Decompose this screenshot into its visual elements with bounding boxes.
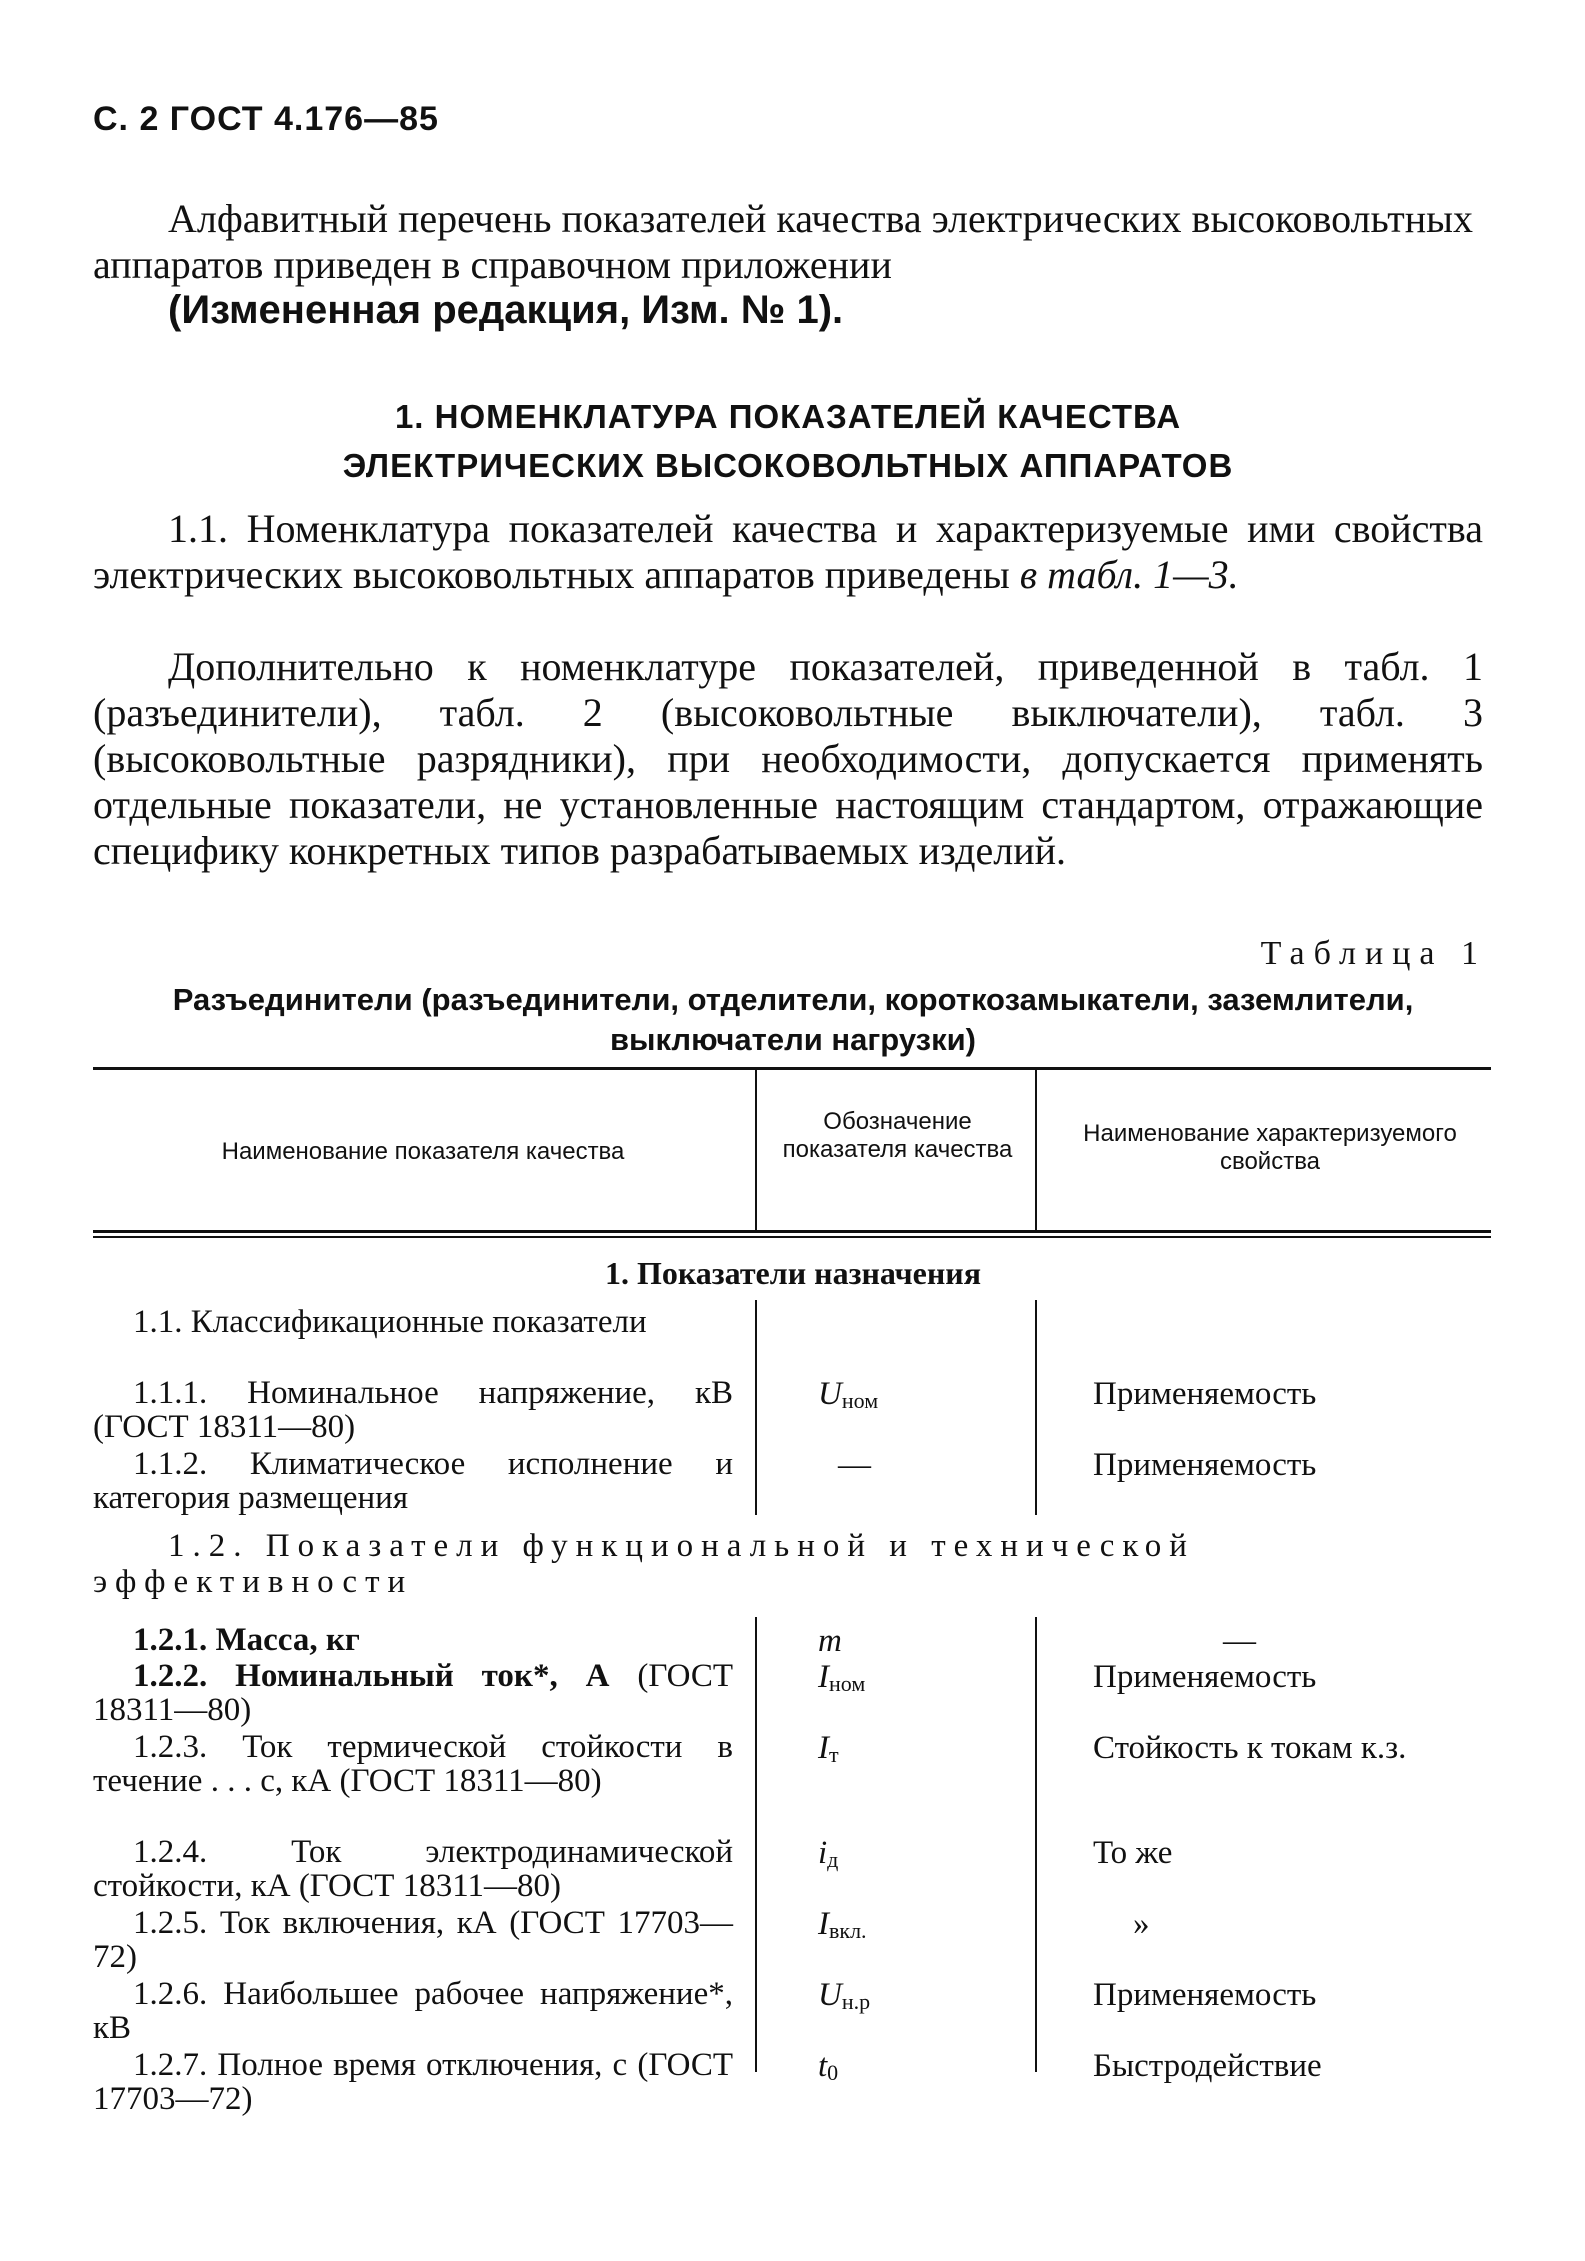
row-1-2-5-property: »	[1133, 1906, 1150, 1942]
row-1-1-name	[93, 1305, 733, 1339]
row-1-2-7-symbol	[758, 2048, 1088, 2086]
column-header-name: Наименование показателя качества	[221, 1138, 625, 1165]
row-1-2-5-symbol	[758, 1906, 1088, 1944]
column-header-symbol: Обозначение показателя качества	[782, 1108, 1013, 1163]
column-header-property: Наименование характеризуемого свойства	[1083, 1120, 1457, 1175]
section-title-line2: ЭЛЕКТРИЧЕСКИХ ВЫСОКОВОЛЬТНЫХ АППАРАТОВ	[342, 447, 1234, 484]
row-1-2-5-name: 1.2.5. Ток включения, кА (ГОСТ 17703—72)	[93, 1905, 733, 1975]
paragraph-1-1-text: 1.1. Номенклатура показателей качества и характеризуемые ими свойства электрических высоковольтных аппаратов приведены	[93, 506, 1483, 597]
row-1-2-2-symbol-main: I	[818, 1659, 829, 1695]
amendment-note: (Измененная редакция, Изм. № 1).	[168, 288, 844, 332]
row-1-1-2-name: 1.1.2. Климатическое исполнение и категория размещения	[93, 1446, 733, 1516]
row-1-1-2-symbol: —	[838, 1447, 871, 1483]
row-1-2-7-symbol-sub: 0	[827, 2060, 839, 2085]
row-1-2-1-name: 1.2.1. Масса, кг	[133, 1622, 360, 1658]
paragraph-1-1-ref: в табл. 1—3.	[1019, 552, 1239, 597]
row-1-1-1-property: Применяемость	[1093, 1376, 1317, 1412]
row-1-2-6-symbol-main: U	[818, 1977, 842, 2013]
row-1-2-7-symbol-main: t	[818, 2048, 828, 2084]
table-caption-line1: Разъединители (разъединители, отделители, короткозамыкатели, заземлители,	[172, 982, 1414, 1017]
row-1-2-3-property: Стойкость к токам к.з.	[1093, 1730, 1407, 1766]
row-1-2-5-symbol-main: I	[818, 1906, 829, 1942]
table-top-rule	[93, 1067, 1491, 1070]
section-title-line1: 1. НОМЕНКЛАТУРА ПОКАЗАТЕЛЕЙ КАЧЕСТВА	[394, 398, 1182, 435]
row-1-1-1-name: 1.1.1. Номинальное напряжение, кВ (ГОСТ 18311—80)	[93, 1375, 733, 1445]
header-divider-2	[1035, 1070, 1037, 1230]
intro-paragraph	[93, 196, 1473, 288]
body-divider-1b	[755, 1617, 757, 2072]
row-1-2-4-symbol	[758, 1835, 1088, 1873]
table-caption-line2: выключатели нагрузки)	[610, 1022, 976, 1057]
page-header: С. 2 ГОСТ 4.176—85	[93, 100, 439, 138]
row-1-2-2-symbol	[758, 1659, 1088, 1697]
row-1-2-1-symbol: m	[818, 1623, 842, 1659]
row-1-2-3-symbol-main: I	[818, 1730, 829, 1766]
row-1-2-7-name: 1.2.7. Полное время отключения, с (ГОСТ 17703—72)	[93, 2047, 733, 2117]
row-1-2-2-symbol-sub: ном	[829, 1671, 866, 1696]
row-1-2-3-symbol-sub: т	[829, 1742, 839, 1767]
paragraph-additional: Дополнительно к номенклатуре показателей, приведенной в табл. 1 (разъединители), табл. 2 (высоковольтные выключатели), табл. 3 (высоковольтные разрядники), при необходимости, допускается применять отдельные показатели, не установленные настоящим стандартом, отражающие специфику конкретных типов разрабатываемых изделий.	[93, 644, 1483, 873]
header-divider-1	[755, 1070, 757, 1230]
row-1-2-5-symbol-sub: вкл.	[829, 1918, 867, 1943]
row-1-2-7-property: Быстродействие	[1093, 2048, 1322, 2084]
table-number: Таблица 1	[1260, 935, 1487, 972]
row-1-2-1-property: —	[1223, 1623, 1256, 1659]
row-1-1-1-symbol-sub: ном	[841, 1388, 879, 1413]
row-1-2-4-symbol-sub: д	[827, 1847, 839, 1872]
row-1-1-text: 1.1. Классификационные показатели	[133, 1304, 647, 1340]
row-1-2-3-name: 1.2.3. Ток термической стойкости в течение . . . с, кА (ГОСТ 18311—80)	[93, 1729, 733, 1799]
row-1-2-3-symbol	[758, 1730, 1088, 1768]
row-1-2-6-symbol-sub: н.р	[841, 1989, 871, 2014]
row-1-2-6-name: 1.2.6. Наибольшее рабочее напряжение*, кВ	[93, 1976, 733, 2046]
group-heading-1: 1. Показатели назначения	[604, 1255, 982, 1291]
section-title	[93, 392, 1483, 490]
row-1-2-2-name-bold: 1.2.2. Номинальный ток*, А	[133, 1658, 610, 1694]
row-1-1-1-symbol-main: U	[818, 1376, 842, 1412]
table-header-rule-double	[93, 1236, 1491, 1238]
row-1-1-1-symbol	[758, 1376, 1088, 1414]
row-1-1-2-property: Применяемость	[1093, 1447, 1317, 1483]
row-1-2-4-property: То же	[1093, 1835, 1173, 1871]
row-1-2-6-symbol	[758, 1977, 1088, 2015]
row-1-2-2-name-rest: (ГОСТ 18311—80)	[93, 1658, 733, 1728]
table-caption	[93, 980, 1493, 1060]
row-1-2-2-name	[93, 1659, 733, 1727]
row-1-2-4-name: 1.2.4. Ток электродинамической стойкости, кА (ГОСТ 18311—80)	[93, 1834, 733, 1904]
table-header-rule	[93, 1230, 1491, 1233]
paragraph-1-1	[93, 506, 1483, 598]
intro-text: Алфавитный перечень показателей качества электрических высоковольтных аппаратов приведен в справочном приложении	[93, 196, 1473, 287]
row-1-2-2-property: Применяемость	[1093, 1659, 1317, 1695]
body-divider-1a	[755, 1300, 757, 1515]
row-1-2-6-property: Применяемость	[1093, 1977, 1317, 2013]
row-1-2-heading: 1.2. Показатели функциональной и технической эффективности	[93, 1528, 1195, 1600]
row-1-2-4-symbol-main: i	[818, 1835, 828, 1871]
